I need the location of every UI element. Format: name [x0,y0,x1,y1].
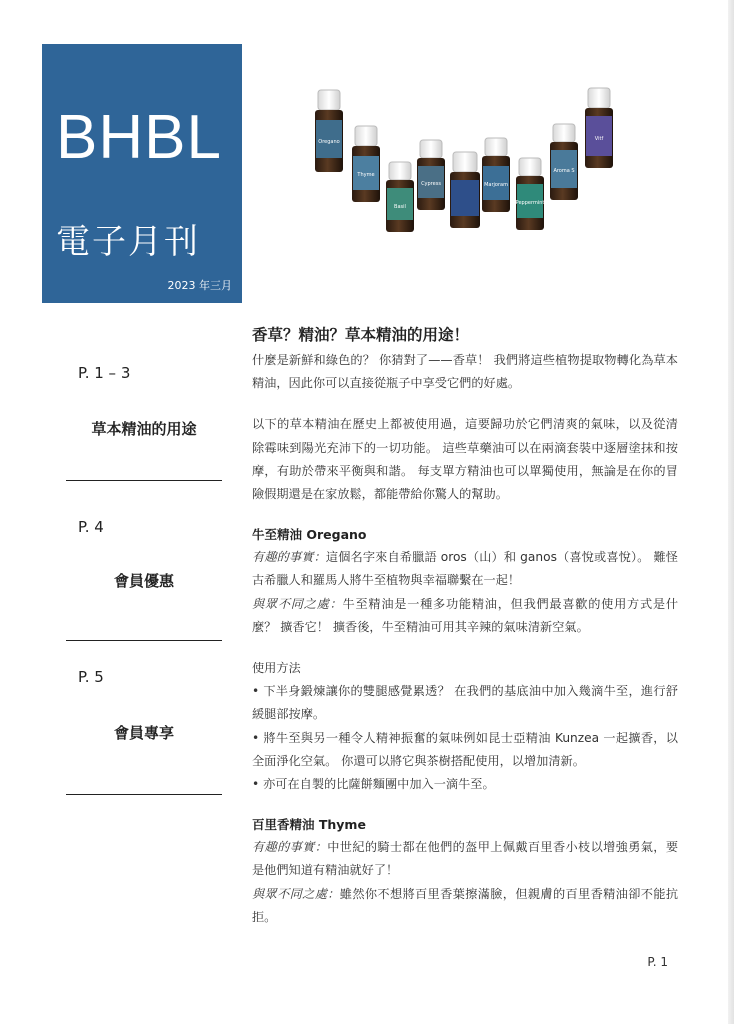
thyme-heading: 百里香精油 Thyme [252,817,366,833]
page-edge [728,0,734,1024]
bottle-label-aroma: Aroma S [553,168,575,174]
usage-item-3: • 亦可在自製的比薩餅麵團中加入一滴牛至。 [252,777,495,792]
oregano-heading: 牛至精油 Oregano [252,527,367,543]
article-title: 香草？精油？草本精油的用途！ [252,326,470,344]
bottle-thyme [352,126,380,202]
oregano-diff-text: 牛至精油是一種多功能精油，但我們最喜歡的使用方式是什麼？ 擴香它！ 擴香後，牛至精油可用其辛辣的氣味清新空氣。 [252,596,679,634]
oregano-fact-label: 有趣的事實： [252,550,326,565]
bottle-label-vitf: Vitf [594,136,604,142]
thyme-diff [252,883,678,929]
toc-title-3: 會員專享 [113,724,174,742]
thyme-fact-text: 中世紀的騎士都在他們的盔甲上佩戴百里香小枝以增強勇氣，要是他們知道有精油就好了！ [252,840,679,878]
bottle-peppermint [516,158,545,230]
bottle-marjoram [482,138,510,212]
bottle-label-marjoram: Marjoram [484,182,508,188]
bottle-oregano [315,90,343,172]
oregano-fact [252,546,678,592]
page-number: P. 1 [647,955,668,969]
masthead-date: 2023 年三月 [167,279,232,292]
oregano-diff [252,593,678,639]
oregano-diff-label: 與眾不同之處： [252,596,343,611]
toc-title-2: 會員優惠 [113,572,174,590]
bottle-label-peppermint: Peppermint [515,200,545,206]
usage-heading: 使用方法 [252,661,301,676]
article [252,323,678,929]
bottle-label-cypress: Cypress [421,181,441,187]
masthead-brand: BHBL [56,103,222,172]
thyme-diff-label: 與眾不同之處： [252,886,340,901]
thyme-fact [252,836,678,882]
toc-pages-1: P. 1 – 3 [78,364,131,382]
thyme-fact-label: 有趣的事實： [252,840,328,855]
bottle-aroma [550,124,578,200]
essential-oil-bottles-image [300,80,630,250]
toc-divider-3 [66,794,222,795]
usage-item-1: • 下半身鍛煉讓你的雙腿感覺累透？ 在我們的基底油中加入幾滴牛至，進行舒緩腿部按摩。 [252,684,678,722]
bottle-vitf [585,88,613,168]
toc-title-1: 草本精油的用途 [91,420,197,438]
bottle-label-oregano: Oregano [318,139,340,145]
thyme-diff-text: 雖然你不想將百里香葉擦滿臉，但親膚的百里香精油卻不能抗拒。 [252,886,679,924]
toc-divider-1 [66,480,222,481]
toc-divider-2 [66,640,222,641]
bottle-label-basil: Basil [394,204,406,210]
bottle-cypress [417,140,445,210]
intro-paragraph-2: 以下的草本精油在歷史上都被使用過，這要歸功於它們清爽的氣味，以及從清除霉味到陽光充沛下的一切功能。 這些草藥油可以在兩滴套裝中逐層塗抹和按摩，有助於帶來平衡與和諧。 每支單方精油也可以單獨使用，無論是在你的冒險假期還是在家放鬆，都能帶給你驚人的幫助。 [252,417,678,502]
bottle-blend [450,152,480,228]
bottle-label-thyme: Thyme [357,172,375,178]
masthead-subtitle: 電子月刊 [56,222,200,262]
toc-pages-3: P. 5 [78,668,104,686]
oregano-fact-text: 這個名字來自希臘語 oros（山）和 ganos（喜悅或喜悅）。 難怪古希臘人和羅馬人將牛至植物與幸福聯繫在一起！ [252,550,678,588]
bottle-basil [386,162,414,232]
masthead [42,44,242,303]
usage-item-2: • 將牛至與另一種令人精神振奮的氣味例如昆士亞精油 Kunzea 一起擴香，以全面淨化空氣。 你還可以將它與茶樹搭配使用，以增加清新。 [252,730,678,768]
intro-paragraph-1: 什麼是新鮮和綠色的？ 你猜對了——香草！ 我們將這些植物提取物轉化為草本精油，因此你可以直接從瓶子中享受它們的好處。 [252,353,678,391]
toc-pages-2: P. 4 [78,518,104,536]
